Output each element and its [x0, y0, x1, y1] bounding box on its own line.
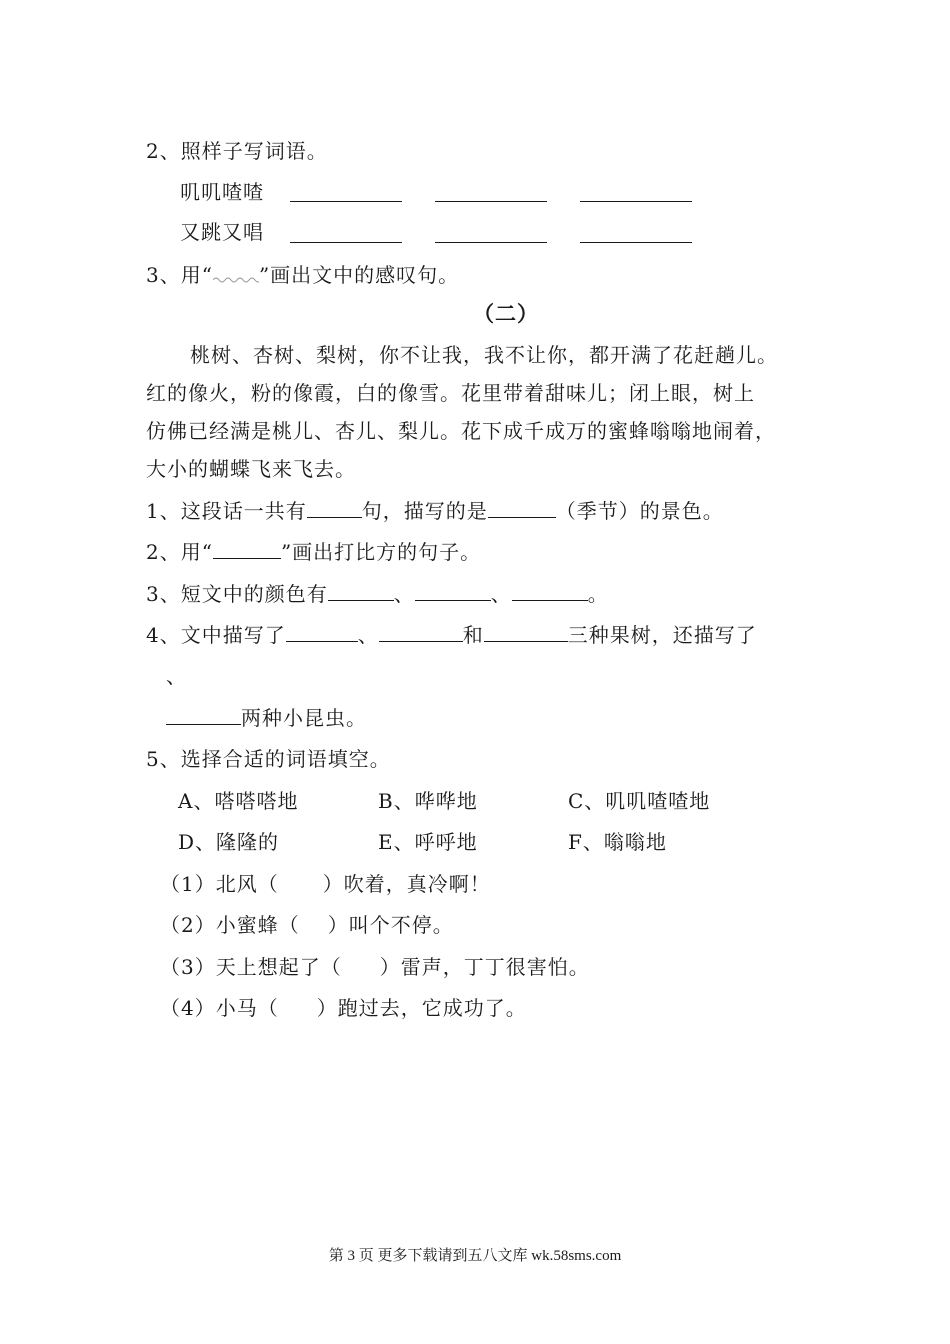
question-text: ）叫个不停。 — [327, 913, 454, 937]
answer-blank[interactable] — [328, 580, 394, 601]
question-text: 句，描写的是 — [361, 499, 488, 523]
question-5-label: 5、选择合适的词语填空。 — [146, 747, 391, 771]
question-1 — [146, 497, 724, 525]
section-title: （二） — [473, 301, 539, 326]
example-word-2: 又跳又唱 — [180, 220, 264, 244]
question-text: （3）天上想起了（ — [160, 955, 342, 979]
answer-blank[interactable] — [307, 497, 362, 518]
passage-line: 大小的蝴蝶飞来飞去。 — [146, 457, 356, 481]
page-footer: 第 3 页 更多下载请到五八文库 wk.58sms.com — [328, 1248, 622, 1264]
option-f: F、嗡嗡地 — [568, 830, 667, 854]
answer-blank[interactable] — [379, 621, 463, 642]
question-text: （2）小蜜蜂（ — [160, 913, 300, 937]
question-2 — [146, 538, 481, 566]
question-text: （1）北风（ — [160, 872, 279, 896]
passage-line: 红的像火，粉的像霞，白的像雪。花里带着甜味儿；闭上眼，树上 — [146, 381, 755, 405]
question-text: ）跑过去，它成功了。 — [316, 996, 527, 1020]
option-c: C、叽叽喳喳地 — [568, 789, 711, 813]
separator: 、 — [393, 582, 415, 606]
answer-blank[interactable] — [435, 200, 547, 202]
question-4-cont — [166, 704, 367, 732]
fill-item — [160, 994, 527, 1022]
question-text: 三种果树，还描写了 — [567, 623, 757, 647]
answer-blank[interactable] — [166, 704, 241, 725]
question-3 — [146, 580, 609, 608]
separator: 。 — [587, 582, 609, 606]
answer-blank[interactable] — [580, 241, 692, 243]
question-text: 1、这段话一共有 — [146, 499, 307, 523]
fill-item — [160, 870, 491, 898]
separator: 、 — [490, 582, 512, 606]
answer-blank[interactable] — [488, 497, 556, 518]
answer-blank[interactable] — [286, 621, 358, 642]
answer-blank[interactable] — [484, 621, 568, 642]
answer-blank[interactable] — [415, 580, 491, 601]
question-3-prefix: 3、用“ — [146, 263, 213, 287]
question-text: （4）小马（ — [160, 996, 279, 1020]
answer-blank[interactable] — [512, 580, 588, 601]
question-4 — [146, 621, 757, 649]
fill-item — [160, 911, 454, 939]
question-text: 两种小昆虫。 — [241, 706, 367, 730]
underline-sample — [213, 538, 281, 559]
question-text: ）雷声，丁丁很害怕。 — [379, 955, 590, 979]
question-text: 和 — [462, 623, 484, 647]
question-3-suffix: ”画出文中的感叹句。 — [258, 263, 460, 287]
option-b: B、哗哗地 — [378, 789, 478, 813]
separator: 、 — [357, 623, 379, 647]
question-text: ）吹着，真冷啊！ — [322, 872, 491, 896]
option-d: D、隆隆的 — [178, 830, 280, 854]
fill-item — [160, 953, 590, 981]
question-text: （季节）的景色。 — [555, 499, 724, 523]
answer-blank[interactable] — [290, 241, 402, 243]
option-a: A、嗒嗒嗒地 — [178, 789, 299, 813]
question-3-line — [146, 260, 459, 289]
question-text: 4、文中描写了 — [146, 623, 286, 647]
wavy-underline-sample — [213, 260, 259, 282]
example-word-1: 叽叽喳喳 — [180, 180, 264, 204]
answer-blank[interactable] — [290, 200, 402, 202]
answer-blank[interactable] — [435, 241, 547, 243]
answer-blank[interactable] — [580, 200, 692, 202]
question-2-label: 2、照样子写词语。 — [146, 139, 328, 163]
question-text: ”画出打比方的句子。 — [280, 540, 482, 564]
question-text: 3、短文中的颜色有 — [146, 582, 328, 606]
passage-line: 桃树、杏树、梨树，你不让我，我不让你，都开满了花赶趟儿。 — [190, 343, 778, 367]
question-text: 2、用“ — [146, 540, 213, 564]
passage-line: 仿佛已经满是桃儿、杏儿、梨儿。花下成千成万的蜜蜂嗡嗡地闹着， — [146, 419, 776, 443]
option-e: E、呼呼地 — [378, 830, 478, 854]
separator: 、 — [166, 664, 187, 688]
